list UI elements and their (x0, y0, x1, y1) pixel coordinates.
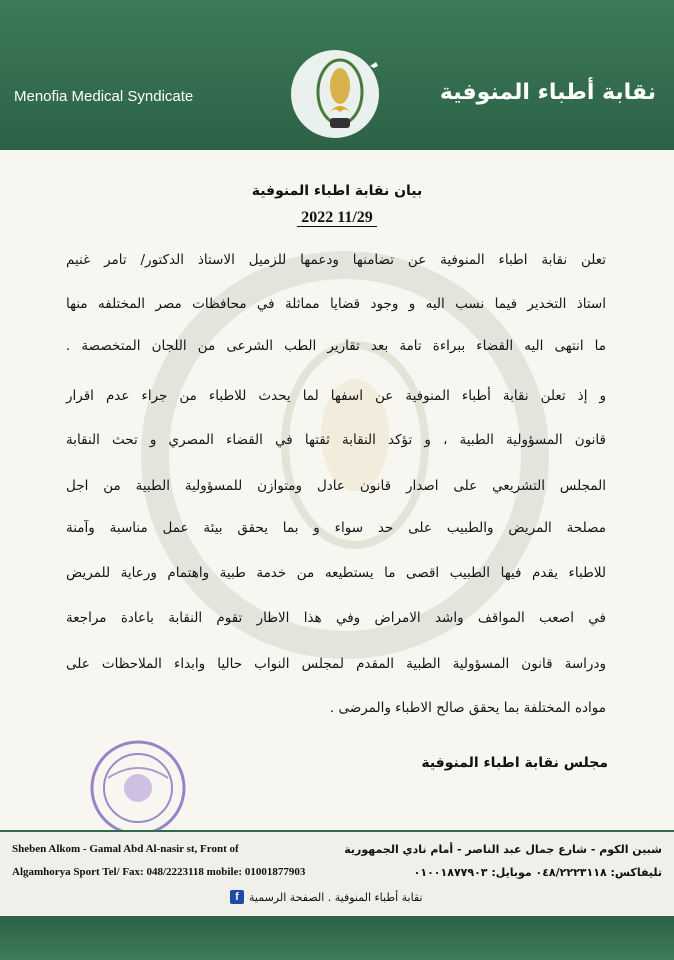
signature: مجلس نقابة اطباء المنوفية (421, 755, 608, 771)
document-date (0, 209, 674, 227)
statement-line: استاذ التخدير فيما نسب اليه و وجود قضايا مماثلة في محافظات مصر المختلفه منها (66, 296, 606, 312)
document-date-text: 2022 11/29 (297, 209, 377, 227)
statement-line: ودراسة قانون المسؤولية الطبية المقدم لمجلس النواب حاليا وابداء الملاحظات على (66, 656, 606, 672)
facebook-icon: f (230, 890, 244, 904)
facebook-page-label: نقابة أطباء المنوفية . الصفحة الرسمية (249, 890, 423, 904)
facebook-page-link[interactable] (230, 890, 423, 904)
footer-en-address-1: Sheben Alkom - Gamal Abd Al-nasir st, Front of (12, 843, 239, 855)
syndicate-emblem-icon (270, 42, 400, 142)
statement-line: تعلن نقابة اطباء المنوفية عن تضامنها ودعمها للزميل الاستاذ الدكتور/ تامر غنيم (66, 252, 606, 268)
statement-line: مواده المختلفة بما يحقق صالح الاطباء والمرضى . (329, 700, 606, 716)
footer-ar-address-1: شبين الكوم - شارع جمال عبد الناصر - أمام نادي الجمهورية (344, 843, 662, 856)
statement-line: للاطباء يقدم فيها الطبيب اقصى ما يستطيعه من خدمة طبية واهتمام ورعاية للمريض (66, 565, 606, 581)
header-en-title: Menofia Medical Syndicate (14, 88, 194, 105)
footer-en-address-2: Algamhorya Sport Tel/ Fax: 048/2223118 mobile: 01001877903 (12, 866, 306, 878)
official-stamp-icon (88, 738, 188, 838)
footer-ar-address-2: تليفاكس: ٠٤٨/٢٢٢٣١١٨ موبايل: ٠١٠٠١٨٧٧٩٠٣ (413, 866, 662, 879)
document-title: بيان نقابة اطباء المنوفية (251, 183, 423, 199)
statement-line: في اصعب المواقف واشد الامراض وفي هذا الاطار تقوم النقابة باعادة مراجعة (66, 610, 606, 626)
statement-line: و إذ تعلن نقابة أطباء المنوفية عن اسفها لما يحدث للاطباء من جراء عدم اقرار (66, 388, 606, 404)
statement-line: قانون المسؤولية الطبية ، و تؤكد النقابة ثقتها في القضاء المصري و تحث النقابة (66, 432, 606, 448)
statement-line: ما انتهى اليه القضاء ببراءة تامة بعد تقارير الطب الشرعى من اللجان المتخصصة . (66, 338, 606, 354)
bottom-band (0, 916, 674, 960)
header-ar-title: نقابة أطباء المنوفية (439, 80, 656, 105)
statement-line: مصلحة المريض والطبيب على حد سواء و بما يحقق بيئة عمل مناسبة وآمنة (66, 520, 606, 536)
statement-line: المجلس التشريعي على اصدار قانون عادل ومتوازن للمسؤولية الطبية من اجل (66, 478, 606, 494)
